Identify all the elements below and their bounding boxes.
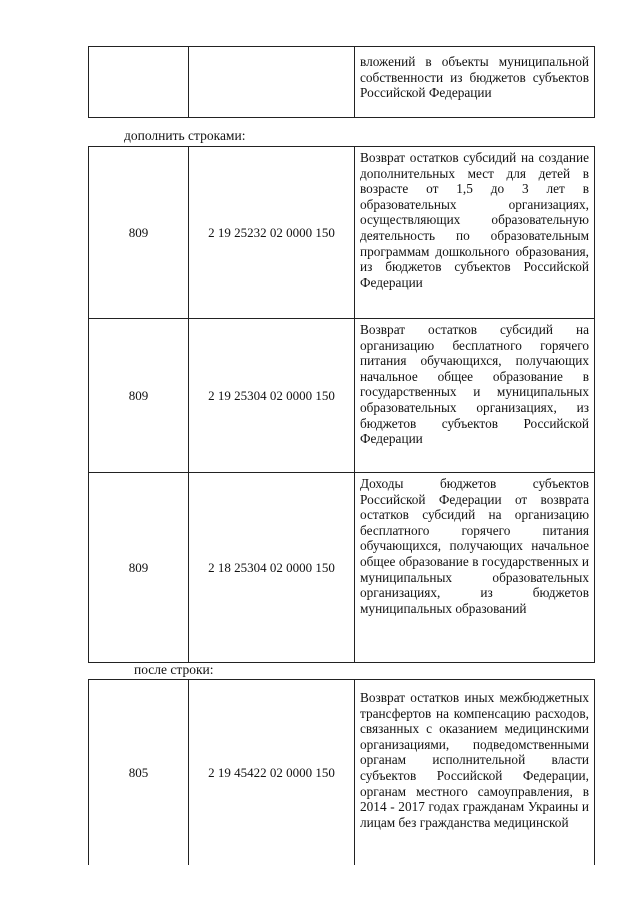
kbk-code-cell: 2 19 45422 02 0000 150 xyxy=(189,680,355,866)
admin-code-cell: 809 xyxy=(89,319,189,473)
kbk-code-cell xyxy=(189,47,355,118)
table-row xyxy=(89,47,595,118)
description-cell: Возврат остатков иных межбюджетных трансфертов на компенсацию расходов, связанных с оказанием медицинскими организациями, подведомственными органам исполнительной власти субъектов Российской Федерации, органам местного самоуправления, в 2014 - 2017 годах гражданам Украины и лицам без гражданства медицинской xyxy=(355,680,595,866)
table-row xyxy=(89,147,595,319)
description-cell: вложений в объекты муниципальной собственности из бюджетов субъектов Российской Федерации xyxy=(355,47,595,118)
admin-code-cell: 805 xyxy=(89,680,189,866)
after-row-caption: после строки: xyxy=(134,662,214,677)
description-cell: Возврат остатков субсидий на создание дополнительных мест для детей в возрасте от 1,5 до 3 лет в образовательных организациях, осуществляющих образовательную деятельность по образовательным программам дошкольного образования, из бюджетов субъектов Российской Федерации xyxy=(355,147,595,319)
admin-code-cell: 809 xyxy=(89,147,189,319)
added-rows-table xyxy=(88,146,595,663)
admin-code-cell: 809 xyxy=(89,473,189,663)
table-row xyxy=(89,319,595,473)
kbk-code-cell: 2 19 25232 02 0000 150 xyxy=(189,147,355,319)
table-row xyxy=(89,473,595,663)
table-row xyxy=(89,680,595,866)
description-cell: Доходы бюджетов субъектов Российской Федерации от возврата остатков субсидий на организацию бесплатного горячего питания обучающихся, получающих начальное общее образование в государственных и муниципальных образовательных организациях, из бюджетов муниципальных образований xyxy=(355,473,595,663)
reference-row-table xyxy=(88,679,595,865)
admin-code-cell xyxy=(89,47,189,118)
add-rows-caption: дополнить строками: xyxy=(124,128,246,143)
continued-table xyxy=(88,46,595,118)
description-cell: Возврат остатков субсидий на организацию бесплатного горячего питания обучающихся, получающих начальное общее образование в государственных и муниципальных образовательных организациях, из бюджетов субъектов Российской Федерации xyxy=(355,319,595,473)
kbk-code-cell: 2 18 25304 02 0000 150 xyxy=(189,473,355,663)
kbk-code-cell: 2 19 25304 02 0000 150 xyxy=(189,319,355,473)
